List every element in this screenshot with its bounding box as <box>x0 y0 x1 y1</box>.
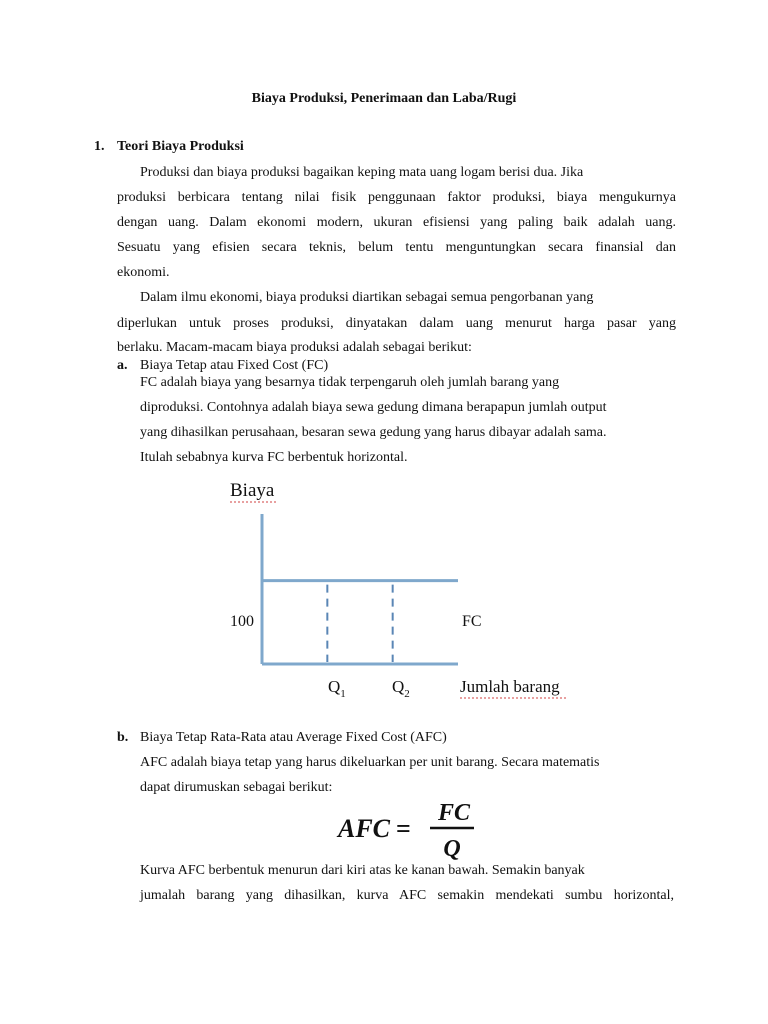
paragraph-line: jumalah barang yang dihasilkan, kurva AFC semakin mendekati sumbu horizontal, <box>140 888 674 903</box>
list-heading: Biaya Tetap Rata-Rata atau Average Fixed Cost (AFC) <box>140 730 447 745</box>
paragraph-line: dengan uang. Dalam ekonomi modern, ukuran efisiensi yang paling baik adalah uang. <box>117 215 676 230</box>
afc-formula <box>334 796 484 862</box>
paragraph-line: Kurva AFC berbentuk menurun dari kiri atas ke kanan bawah. Semakin banyak <box>140 863 585 878</box>
list-label: b. <box>117 730 129 745</box>
list-label: a. <box>117 358 128 373</box>
y-axis-label: Biaya <box>230 480 275 501</box>
paragraph-line: diperlukan untuk proses produksi, dinyatakan dalam uang menurut harga pasar yang <box>117 316 676 331</box>
formula-lhs: AFC <box>338 814 391 843</box>
list-heading: Biaya Tetap atau Fixed Cost (FC) <box>140 358 329 373</box>
paragraph-line: AFC adalah biaya tetap yang harus dikeluarkan per unit barang. Secara matematis <box>140 755 600 770</box>
y-tick-label: 100 <box>230 613 254 630</box>
x-tick-label: $Q_2$ <box>392 677 410 700</box>
paragraph-line: berlaku. Macam-macam biaya produksi adalah sebagai berikut: <box>117 340 472 355</box>
paragraph-line: dapat dirumuskan sebagai berikut: <box>140 780 333 795</box>
paragraph-line: Sesuatu yang efisien secara teknis, belum tentu menguntungkan secara finansial dan <box>117 240 676 255</box>
paragraph-line: FC adalah biaya yang besarnya tidak terpengaruh oleh jumlah barang yang <box>140 375 560 390</box>
page-title: Biaya Produksi, Penerimaan dan Laba/Rugi <box>251 91 517 106</box>
fc-chart <box>220 474 580 704</box>
paragraph-line: ekonomi. <box>117 265 170 280</box>
paragraph-line: Itulah sebabnya kurva FC berbentuk horizontal. <box>140 450 408 465</box>
formula-equals: = <box>396 814 411 843</box>
paragraph-line: yang dihasilkan perusahaan, besaran sewa gedung yang harus dibayar adalah sama. <box>140 425 607 440</box>
x-tick-label: $Q_1$ <box>328 677 346 700</box>
paragraph-line: Produksi dan biaya produksi bagaikan keping mata uang logam berisi dua. Jika <box>140 165 584 180</box>
x-axis-label: Jumlah barang <box>460 677 560 696</box>
paragraph-line: diproduksi. Contohnya adalah biaya sewa gedung dimana berapapun jumlah output <box>140 400 607 415</box>
series-label: FC <box>462 613 482 630</box>
section-number: 1. <box>94 139 105 154</box>
formula-denominator: Q <box>443 836 461 862</box>
paragraph-line: produksi berbicara tentang nilai fisik penggunaan faktor produksi, biaya mengukurnya <box>117 190 676 205</box>
paragraph-line: Dalam ilmu ekonomi, biaya produksi diartikan sebagai semua pengorbanan yang <box>140 290 594 305</box>
section-heading: Teori Biaya Produksi <box>117 139 244 154</box>
formula-numerator: FC <box>437 800 471 826</box>
